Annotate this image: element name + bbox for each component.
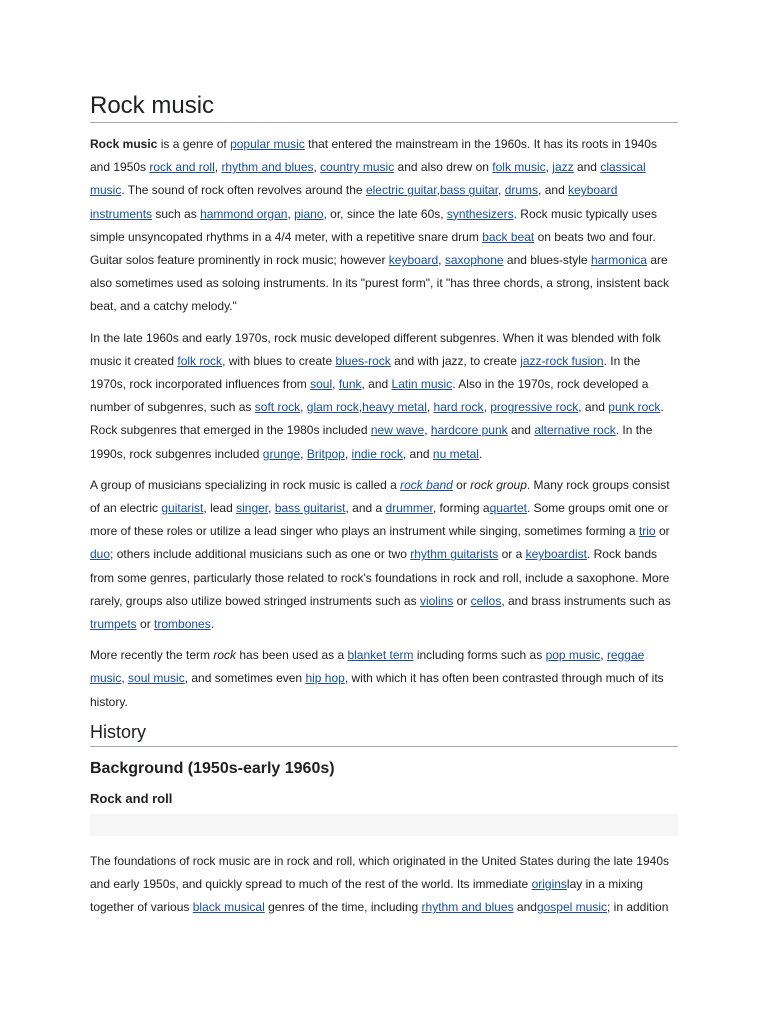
link-britpop[interactable]: Britpop	[306, 446, 345, 461]
text: and blues-style	[503, 253, 591, 268]
link-popular-music[interactable]: popular music	[230, 137, 305, 151]
link-hard-rock[interactable]: hard rock	[433, 400, 484, 415]
text: , and	[578, 400, 609, 415]
text: or	[453, 593, 471, 608]
link-rock-band[interactable]	[400, 478, 453, 492]
link-rhythm-guitarists[interactable]: rhythm guitarists	[410, 547, 499, 562]
link-hardcore-punk[interactable]: hardcore punk	[430, 423, 508, 438]
text: ; in addition	[606, 900, 669, 915]
text: and	[513, 900, 537, 915]
text: rock band	[400, 477, 453, 492]
text: . Also in the 1970s, rock developed a number of subgenres, such as	[90, 377, 649, 415]
text: ,	[121, 671, 129, 686]
page-title: Rock music	[90, 0, 678, 123]
text: . Some groups omit one or more of these roles or utilize a lead singer who plays an instrument while singing, sometimes forming a	[90, 501, 669, 539]
link-soft-rock[interactable]: soft rock	[254, 400, 301, 415]
link-blanket-term[interactable]: blanket term	[347, 648, 414, 663]
link-progressive-rock[interactable]: progressive rock	[490, 400, 579, 415]
text: , forming a	[432, 501, 490, 516]
text: ,	[438, 253, 445, 268]
text: including forms such as	[413, 648, 546, 663]
text: .	[478, 446, 483, 461]
subgenres-paragraph	[90, 327, 678, 466]
text: , lead	[203, 501, 237, 516]
italic-term: rock group	[470, 477, 527, 492]
text: . Many rock groups consist of an electric	[90, 477, 670, 516]
link-folk-music[interactable]: folk music	[492, 160, 546, 175]
link-punk-rock[interactable]: punk rock	[608, 400, 661, 415]
link-jazz-rock-fusion[interactable]: jazz-rock fusion	[520, 353, 604, 368]
link-heavy-metal[interactable]: heavy metal	[362, 400, 427, 415]
text: that entered the mainstream in the 1960s. It has its roots in 1940s and 1950s	[90, 137, 657, 175]
intro-paragraph	[90, 133, 678, 319]
link-drummer[interactable]: drummer	[385, 501, 433, 516]
link-grunge[interactable]: grunge	[262, 446, 301, 461]
band-paragraph	[90, 474, 678, 636]
text: ,	[332, 377, 339, 392]
link-rhythm-and-blues-2[interactable]: rhythm and blues	[421, 900, 514, 915]
link-soul[interactable]: soul	[310, 377, 333, 392]
text: ,	[344, 446, 352, 461]
bold-term: Rock music	[90, 137, 158, 151]
link-bass-guitarist[interactable]: bass guitarist	[274, 501, 346, 516]
text: In the late 1960s and early 1970s, rock music developed different subgenres. When it was blended with folk music it created	[90, 330, 661, 368]
link-back-beat[interactable]: back beat	[482, 229, 535, 244]
link-latin-music[interactable]: Latin music	[391, 377, 453, 392]
link-country-music[interactable]: country music	[320, 160, 395, 175]
link-electric-guitar[interactable]: electric guitar	[365, 183, 437, 198]
text: lay in a mixing together of various	[90, 877, 643, 915]
text: or a	[498, 547, 526, 562]
text: ,	[300, 446, 307, 461]
empty-block	[90, 814, 678, 836]
text: , and	[538, 183, 569, 198]
text: ,	[426, 400, 434, 415]
text: . Rock bands from some genres, particularly those related to rock's foundations in rock and roll, include a saxophone. More rarely, groups also utilize bowed stringed instruments such as	[90, 547, 670, 608]
link-duo[interactable]: duo	[90, 547, 111, 562]
link-jazz[interactable]: jazz	[552, 160, 574, 175]
subsection-heading-background: Background (1950s-early 1960s)	[90, 759, 335, 777]
text: . In the 1990s, rock subgenres included	[90, 423, 653, 461]
text: are also sometimes used as soloing instruments. In its "purest form", it "has three chords, a strong, insistent back beat, and a catchy melody."	[90, 253, 670, 314]
text: has been used as a	[236, 648, 348, 663]
text: , with blues to create	[222, 353, 336, 368]
text: ,	[313, 160, 321, 175]
link-violins[interactable]: violins	[419, 593, 454, 608]
text: ,	[498, 183, 505, 198]
link-classical-music[interactable]: classical music	[90, 160, 646, 198]
link-blues-rock[interactable]: blues-rock	[335, 353, 391, 368]
text: . Rock subgenres that emerged in the 1980s included	[90, 400, 664, 438]
link-hip-hop[interactable]: hip hop	[305, 671, 345, 686]
text: and also drew on	[394, 160, 493, 175]
link-trio[interactable]: trio	[638, 524, 656, 539]
text: , and sometimes even	[184, 671, 306, 686]
italic-term: rock	[213, 648, 237, 663]
text: ,	[214, 160, 222, 175]
link-synthesizers[interactable]: synthesizers	[446, 206, 514, 221]
link-soul-music[interactable]: soul music	[128, 671, 185, 686]
text: .	[210, 617, 215, 632]
text: or	[655, 524, 670, 539]
link-drums[interactable]: drums	[504, 183, 539, 198]
text: , and	[402, 446, 433, 461]
text: ,	[483, 400, 491, 415]
link-black-musical[interactable]: black musical	[192, 900, 265, 915]
text: ,	[300, 400, 307, 415]
link-rock-and-roll[interactable]: rock and roll	[149, 160, 215, 175]
link-indie-rock[interactable]: indie rock	[351, 446, 403, 461]
text: A group of musicians specializing in rock music is called a	[90, 477, 401, 492]
text: . The sound of rock often revolves around the	[121, 183, 366, 198]
section-heading-history: History	[90, 720, 678, 747]
text: genres of the time, including	[264, 900, 422, 915]
text: is a genre of	[157, 137, 231, 151]
link-glam-rock[interactable]: glam rock	[306, 400, 359, 415]
text: , and brass instruments such as	[501, 593, 671, 608]
text: , or, since the late 60s,	[323, 206, 447, 221]
link-new-wave[interactable]: new wave	[370, 423, 425, 438]
text: and	[573, 160, 601, 175]
link-folk-rock[interactable]: folk rock	[177, 353, 223, 368]
text: ,	[436, 183, 440, 198]
link-rhythm-and-blues[interactable]: rhythm and blues	[221, 160, 314, 175]
text: . In the 1970s, rock incorporated influences from	[90, 353, 641, 392]
text: such as	[152, 206, 201, 221]
text: ,	[358, 400, 363, 415]
text: , and a	[345, 501, 386, 516]
link-gospel-music[interactable]: gospel music	[536, 900, 607, 915]
link-keyboard[interactable]: keyboard	[388, 253, 439, 268]
text: or	[452, 477, 471, 492]
link-singer[interactable]: singer	[236, 501, 269, 516]
link-trumpets[interactable]: trumpets	[90, 617, 137, 632]
link-keyboard-instruments[interactable]: keyboard instruments	[90, 183, 618, 221]
text: and with jazz, to create	[390, 353, 521, 368]
text: ,	[545, 160, 553, 175]
text: More recently the term	[90, 648, 214, 663]
text: ,	[287, 206, 295, 221]
link-funk[interactable]: funk	[338, 377, 362, 392]
link-trombones[interactable]: trombones	[154, 617, 211, 632]
text: on beats two and four. Guitar solos feature prominently in rock music; however	[90, 229, 656, 268]
link-alternative-rock[interactable]: alternative rock	[534, 423, 616, 438]
link-reggae-music[interactable]: reggae music	[90, 648, 645, 686]
text: ; others include additional musicians such as one or two	[110, 547, 411, 562]
text: and	[507, 423, 535, 438]
subsubsection-heading-rock-and-roll: Rock and roll	[90, 790, 173, 806]
text: ,	[424, 423, 431, 438]
link-origins[interactable]: origins	[531, 877, 567, 892]
text: The foundations of rock music are in rock and roll, which originated in the United States during the late 1940s and early 1950s, and quickly spread to much of the rest of the world. Its immediate	[90, 853, 669, 892]
link-nu-metal[interactable]: nu metal	[432, 446, 479, 461]
link-guitarist[interactable]: guitarist	[161, 501, 204, 516]
foundations-paragraph	[90, 850, 678, 920]
text: ,	[268, 501, 275, 516]
link-bass-guitar[interactable]: bass guitar	[439, 183, 499, 198]
link-hammond-organ[interactable]: hammond organ	[200, 206, 288, 221]
link-saxophone[interactable]: saxophone	[444, 253, 504, 268]
term-paragraph	[90, 644, 678, 714]
text: , with which it has often been contrasted through much of its history.	[90, 671, 664, 709]
link-quartet[interactable]: quartet	[489, 501, 527, 516]
text: ,	[600, 648, 607, 663]
link-cellos[interactable]: cellos	[470, 593, 502, 608]
text: . Rock music typically uses simple unsyncopated rhythms in a 4/4 meter, with a repetitive snare drum	[90, 206, 657, 244]
text: , and	[361, 377, 392, 392]
text: or	[136, 617, 155, 632]
link-harmonica[interactable]: harmonica	[590, 253, 647, 268]
link-keyboardist[interactable]: keyboardist	[525, 547, 587, 562]
link-pop-music[interactable]: pop music	[545, 648, 601, 663]
link-piano[interactable]: piano	[294, 206, 324, 221]
